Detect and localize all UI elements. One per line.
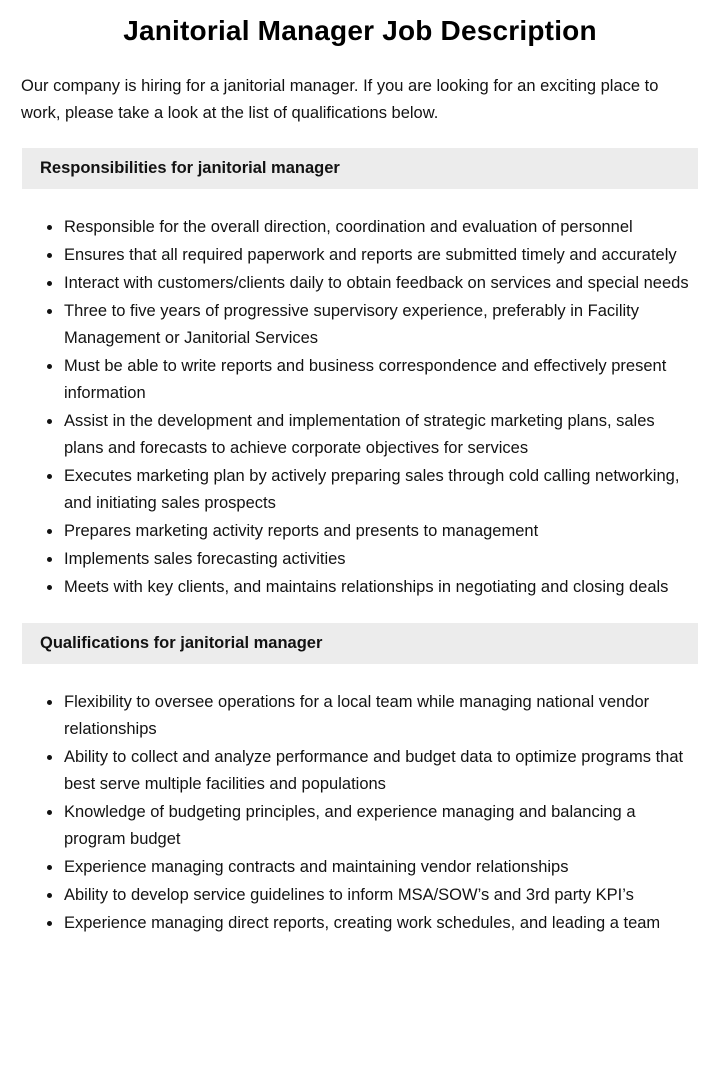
list-item: • Prepares marketing activity reports and presents to management	[63, 518, 698, 545]
list-item: • Knowledge of budgeting principles, and experience managing and balancing a program budget	[63, 799, 698, 853]
list-item: • Flexibility to oversee operations for a local team while managing national vendor relationships	[63, 689, 698, 743]
list-item: • Responsible for the overall direction, coordination and evaluation of personnel	[63, 214, 698, 241]
page-title: Janitorial Manager Job Description	[123, 15, 597, 46]
intro-paragraph: Our company is hiring for a janitorial manager. If you are looking for an exciting place to work, please take a look at the list of qualifications below.	[21, 77, 659, 122]
qualifications-heading-text: Qualifications for janitorial manager	[40, 634, 323, 652]
qualifications-section-header	[22, 623, 698, 664]
list-item: • Executes marketing plan by actively preparing sales through cold calling networking, and initiating sales prospects	[63, 463, 698, 517]
list-item: • Experience managing contracts and maintaining vendor relationships	[63, 854, 698, 881]
list-item: • Three to five years of progressive supervisory experience, preferably in Facility Management or Janitorial Services	[63, 298, 698, 352]
list-item: • Assist in the development and implementation of strategic marketing plans, sales plans and forecasts to achieve corporate objectives for services	[63, 408, 698, 462]
list-item: • Meets with key clients, and maintains relationships in negotiating and closing deals	[63, 574, 698, 601]
list-item: • Ensures that all required paperwork and reports are submitted timely and accurately	[63, 242, 698, 269]
responsibilities-section-header	[22, 148, 698, 189]
list-item: • Must be able to write reports and business correspondence and effectively present information	[63, 353, 698, 407]
section-qualifications	[0, 623, 720, 937]
qualifications-list	[22, 689, 698, 937]
responsibilities-list	[22, 214, 698, 601]
list-item: • Ability to collect and analyze performance and budget data to optimize programs that best serve multiple facilities and populations	[63, 744, 698, 798]
section-responsibilities	[0, 148, 720, 601]
list-item: • Experience managing direct reports, creating work schedules, and leading a team	[63, 910, 698, 937]
list-item: • Implements sales forecasting activities	[63, 546, 698, 573]
list-item: • Interact with customers/clients daily to obtain feedback on services and special needs	[63, 270, 698, 297]
responsibilities-heading-text: Responsibilities for janitorial manager	[40, 159, 340, 177]
list-item: • Ability to develop service guidelines to inform MSA/SOW’s and 3rd party KPI’s	[63, 882, 698, 909]
